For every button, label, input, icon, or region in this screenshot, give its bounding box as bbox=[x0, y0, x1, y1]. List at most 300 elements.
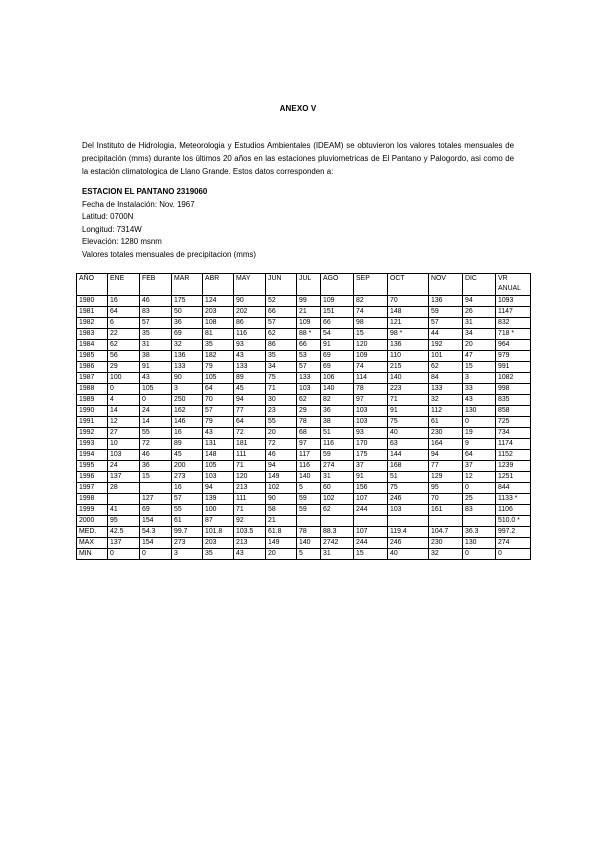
value-cell: 38 bbox=[321, 417, 354, 428]
value-cell: 154 bbox=[140, 516, 172, 527]
value-cell: 66 bbox=[297, 340, 321, 351]
value-cell: 6 bbox=[108, 318, 140, 329]
value-cell: 31 bbox=[463, 318, 496, 329]
row-label-cell: 1990 bbox=[77, 406, 108, 417]
value-cell: 181 bbox=[234, 439, 266, 450]
value-cell: 104.7 bbox=[429, 527, 463, 538]
value-cell: 31 bbox=[140, 340, 172, 351]
value-cell: 71 bbox=[388, 395, 429, 406]
value-cell: 15 bbox=[354, 549, 388, 560]
value-cell: 91 bbox=[388, 406, 429, 417]
value-cell: 97 bbox=[354, 395, 388, 406]
value-cell: 26 bbox=[463, 307, 496, 318]
row-label-cell: 1998 bbox=[77, 494, 108, 505]
value-cell: 146 bbox=[172, 417, 203, 428]
value-cell: 59 bbox=[321, 450, 354, 461]
table-row bbox=[77, 307, 531, 318]
value-cell: 230 bbox=[429, 538, 463, 549]
value-cell: 1082 bbox=[496, 373, 531, 384]
page-title: ANEXO V bbox=[279, 104, 317, 113]
value-cell: 61 bbox=[429, 417, 463, 428]
value-cell: 24 bbox=[108, 461, 140, 472]
value-cell: 164 bbox=[429, 439, 463, 450]
value-cell: 151 bbox=[321, 307, 354, 318]
value-cell: 964 bbox=[496, 340, 531, 351]
value-cell: 99.7 bbox=[172, 527, 203, 538]
value-cell: 106 bbox=[321, 373, 354, 384]
value-cell: 46 bbox=[140, 450, 172, 461]
value-cell: 273 bbox=[172, 538, 203, 549]
table-row bbox=[77, 329, 531, 340]
column-header: JUL bbox=[297, 274, 321, 296]
value-cell: 105 bbox=[140, 384, 172, 395]
value-cell: 133 bbox=[234, 362, 266, 373]
value-cell: 21 bbox=[266, 516, 297, 527]
value-cell: 101.8 bbox=[203, 527, 234, 538]
value-cell: 979 bbox=[496, 351, 531, 362]
value-cell: 41 bbox=[108, 505, 140, 516]
value-cell: 274 bbox=[496, 538, 531, 549]
table-row bbox=[77, 461, 531, 472]
value-cell: 62 bbox=[266, 329, 297, 340]
value-cell: 64 bbox=[203, 384, 234, 395]
value-cell: 148 bbox=[388, 307, 429, 318]
value-cell: 59 bbox=[297, 494, 321, 505]
value-cell: 32 bbox=[429, 395, 463, 406]
value-cell: 5 bbox=[297, 549, 321, 560]
value-cell: 36 bbox=[321, 406, 354, 417]
table-row bbox=[77, 527, 531, 538]
value-cell: 175 bbox=[172, 296, 203, 307]
value-cell: 140 bbox=[388, 373, 429, 384]
value-cell: 72 bbox=[140, 439, 172, 450]
value-cell: 71 bbox=[234, 461, 266, 472]
value-cell: 36.3 bbox=[463, 527, 496, 538]
value-cell: 101 bbox=[429, 351, 463, 362]
value-cell: 182 bbox=[203, 351, 234, 362]
value-cell: 82 bbox=[321, 395, 354, 406]
value-cell: 78 bbox=[297, 527, 321, 538]
value-cell: 223 bbox=[388, 384, 429, 395]
value-cell: 43 bbox=[203, 428, 234, 439]
value-cell: 62 bbox=[297, 395, 321, 406]
column-header: VR ANUAL bbox=[496, 274, 531, 296]
value-cell: 1133 * bbox=[496, 494, 531, 505]
value-cell: 1174 bbox=[496, 439, 531, 450]
value-cell: 47 bbox=[463, 351, 496, 362]
column-header: ABR bbox=[203, 274, 234, 296]
value-cell: 24 bbox=[140, 406, 172, 417]
value-cell: 1239 bbox=[496, 461, 531, 472]
value-cell: 203 bbox=[203, 538, 234, 549]
value-cell: 14 bbox=[108, 406, 140, 417]
column-header: AÑO bbox=[77, 274, 108, 296]
value-cell: 133 bbox=[429, 384, 463, 395]
value-cell: 43 bbox=[463, 395, 496, 406]
column-header: NOV bbox=[429, 274, 463, 296]
value-cell: 14 bbox=[140, 417, 172, 428]
value-cell: 45 bbox=[234, 384, 266, 395]
value-cell: 77 bbox=[429, 461, 463, 472]
value-cell: 83 bbox=[140, 307, 172, 318]
row-label-cell: MED. bbox=[77, 527, 108, 538]
row-label-cell: 1982 bbox=[77, 318, 108, 329]
value-cell: 55 bbox=[266, 417, 297, 428]
value-cell: 15 bbox=[463, 362, 496, 373]
value-cell: 54 bbox=[321, 329, 354, 340]
value-cell: 51 bbox=[321, 428, 354, 439]
value-cell: 44 bbox=[429, 329, 463, 340]
value-cell: 94 bbox=[266, 461, 297, 472]
value-cell: 0 bbox=[496, 549, 531, 560]
value-cell: 148 bbox=[203, 450, 234, 461]
value-cell: 108 bbox=[203, 318, 234, 329]
value-cell bbox=[354, 516, 388, 527]
value-cell: 120 bbox=[234, 472, 266, 483]
column-header: OCT bbox=[388, 274, 429, 296]
table-row bbox=[77, 483, 531, 494]
value-cell: 170 bbox=[354, 439, 388, 450]
value-cell: 136 bbox=[172, 351, 203, 362]
value-cell: 0 bbox=[463, 549, 496, 560]
column-header: MAY bbox=[234, 274, 266, 296]
value-cell: 105 bbox=[203, 373, 234, 384]
value-cell: 29 bbox=[297, 406, 321, 417]
value-cell: 94 bbox=[463, 296, 496, 307]
longitude: Longitud: 7314W bbox=[82, 224, 142, 234]
precipitation-table bbox=[76, 273, 531, 560]
value-cell: 45 bbox=[172, 450, 203, 461]
value-cell: 74 bbox=[354, 362, 388, 373]
value-cell: 734 bbox=[496, 428, 531, 439]
table-row bbox=[77, 428, 531, 439]
value-cell: 97 bbox=[297, 439, 321, 450]
value-cell: 832 bbox=[496, 318, 531, 329]
value-cell: 1106 bbox=[496, 505, 531, 516]
value-cell bbox=[140, 483, 172, 494]
value-cell: 25 bbox=[463, 494, 496, 505]
value-cell: 91 bbox=[140, 362, 172, 373]
value-cell: 61 bbox=[172, 516, 203, 527]
value-cell: 42.5 bbox=[108, 527, 140, 538]
intro-paragraph: Del Instituto de Hidrologia, Meteorologia y Estudios Ambientales (IDEAM) se obtuvieron los valores totales mensuales de precipitación (mms) durante los últimos 20 años en las estaciones pluviometricas de El Pantano y Palogordo, asi como de la estación climatologica de Llano Grande. Estos datos corresponden a: bbox=[82, 141, 514, 176]
value-cell: 154 bbox=[140, 538, 172, 549]
value-cell: 192 bbox=[429, 340, 463, 351]
value-cell: 98 bbox=[354, 318, 388, 329]
row-label-cell: 1997 bbox=[77, 483, 108, 494]
value-cell: 28 bbox=[108, 483, 140, 494]
value-cell: 718 * bbox=[496, 329, 531, 340]
value-cell: 103 bbox=[203, 472, 234, 483]
value-cell: 136 bbox=[388, 340, 429, 351]
column-header: JUN bbox=[266, 274, 297, 296]
value-cell bbox=[297, 516, 321, 527]
value-cell: 114 bbox=[354, 373, 388, 384]
value-cell: 63 bbox=[388, 439, 429, 450]
value-cell: 60 bbox=[321, 483, 354, 494]
value-cell: 62 bbox=[108, 340, 140, 351]
value-cell: 1147 bbox=[496, 307, 531, 318]
value-cell: 246 bbox=[388, 538, 429, 549]
value-cell: 72 bbox=[234, 428, 266, 439]
value-cell: 110 bbox=[388, 351, 429, 362]
station-info bbox=[82, 186, 256, 262]
value-cell: 22 bbox=[108, 329, 140, 340]
value-cell: 215 bbox=[388, 362, 429, 373]
value-cell: 10 bbox=[108, 439, 140, 450]
value-cell: 94 bbox=[234, 395, 266, 406]
value-cell: 139 bbox=[203, 494, 234, 505]
value-cell: 168 bbox=[388, 461, 429, 472]
value-cell: 103 bbox=[388, 505, 429, 516]
value-cell: 31 bbox=[321, 472, 354, 483]
value-cell: 46 bbox=[140, 296, 172, 307]
value-cell: 75 bbox=[388, 417, 429, 428]
value-cell: 86 bbox=[234, 318, 266, 329]
value-cell: 32 bbox=[172, 340, 203, 351]
value-cell: 130 bbox=[463, 538, 496, 549]
table-row bbox=[77, 494, 531, 505]
value-cell: 121 bbox=[388, 318, 429, 329]
elevation: Elevación: 1280 msnm bbox=[82, 237, 162, 247]
value-cell: 70 bbox=[388, 296, 429, 307]
value-cell: 55 bbox=[172, 505, 203, 516]
value-cell: 835 bbox=[496, 395, 531, 406]
value-cell: 12 bbox=[463, 472, 496, 483]
value-cell: 1251 bbox=[496, 472, 531, 483]
value-cell: 111 bbox=[234, 494, 266, 505]
value-cell: 57 bbox=[266, 318, 297, 329]
value-cell: 144 bbox=[388, 450, 429, 461]
row-label-cell: 1996 bbox=[77, 472, 108, 483]
value-cell: 4 bbox=[108, 395, 140, 406]
value-cell: 36 bbox=[172, 318, 203, 329]
value-cell: 103 bbox=[108, 450, 140, 461]
value-cell bbox=[388, 516, 429, 527]
value-cell: 0 bbox=[463, 483, 496, 494]
value-cell: 102 bbox=[266, 483, 297, 494]
value-cell: 3 bbox=[172, 384, 203, 395]
value-cell: 510.0 * bbox=[496, 516, 531, 527]
table-row bbox=[77, 395, 531, 406]
value-cell: 93 bbox=[234, 340, 266, 351]
value-cell: 109 bbox=[321, 296, 354, 307]
table-row bbox=[77, 362, 531, 373]
value-cell: 90 bbox=[234, 296, 266, 307]
value-cell: 250 bbox=[172, 395, 203, 406]
row-label-cell: 1985 bbox=[77, 351, 108, 362]
value-cell: 68 bbox=[297, 428, 321, 439]
value-cell: 103.5 bbox=[234, 527, 266, 538]
value-cell: 0 bbox=[108, 384, 140, 395]
value-cell: 246 bbox=[388, 494, 429, 505]
value-cell: 202 bbox=[234, 307, 266, 318]
value-cell: 34 bbox=[463, 329, 496, 340]
value-cell: 127 bbox=[140, 494, 172, 505]
value-cell: 175 bbox=[354, 450, 388, 461]
table-row bbox=[77, 351, 531, 362]
value-cell: 62 bbox=[429, 362, 463, 373]
value-cell: 244 bbox=[354, 538, 388, 549]
value-cell: 103 bbox=[354, 417, 388, 428]
value-cell: 27 bbox=[108, 428, 140, 439]
value-cell: 112 bbox=[429, 406, 463, 417]
value-cell: 16 bbox=[172, 483, 203, 494]
value-cell: 77 bbox=[234, 406, 266, 417]
value-cell: 78 bbox=[354, 384, 388, 395]
value-cell: 79 bbox=[203, 362, 234, 373]
value-cell: 38 bbox=[140, 351, 172, 362]
value-cell bbox=[108, 494, 140, 505]
value-cell: 71 bbox=[234, 505, 266, 516]
station-title: ESTACION EL PANTANO 2319060 bbox=[82, 187, 208, 196]
value-cell: 120 bbox=[354, 340, 388, 351]
value-cell: 74 bbox=[354, 307, 388, 318]
table-row bbox=[77, 373, 531, 384]
value-cell: 59 bbox=[429, 307, 463, 318]
row-label-cell: MAX bbox=[77, 538, 108, 549]
value-cell: 20 bbox=[463, 340, 496, 351]
value-cell: 997.2 bbox=[496, 527, 531, 538]
value-cell: 75 bbox=[388, 483, 429, 494]
value-cell: 844 bbox=[496, 483, 531, 494]
value-cell: 69 bbox=[321, 362, 354, 373]
value-cell: 36 bbox=[140, 461, 172, 472]
value-cell: 274 bbox=[321, 461, 354, 472]
row-label-cell: 2000 bbox=[77, 516, 108, 527]
value-cell: 40 bbox=[388, 428, 429, 439]
value-cell: 32 bbox=[429, 549, 463, 560]
value-cell: 105 bbox=[203, 461, 234, 472]
value-cell: 64 bbox=[463, 450, 496, 461]
column-header: DIC bbox=[463, 274, 496, 296]
value-cell: 2742 bbox=[321, 538, 354, 549]
value-cell: 71 bbox=[266, 384, 297, 395]
value-cell: 124 bbox=[203, 296, 234, 307]
value-cell: 35 bbox=[203, 549, 234, 560]
value-cell: 81 bbox=[203, 329, 234, 340]
value-cell: 137 bbox=[108, 538, 140, 549]
table-row bbox=[77, 549, 531, 560]
value-cell: 40 bbox=[388, 549, 429, 560]
value-cell: 107 bbox=[354, 494, 388, 505]
row-label-cell: 1999 bbox=[77, 505, 108, 516]
value-cell: 61.8 bbox=[266, 527, 297, 538]
value-cell: 78 bbox=[297, 417, 321, 428]
value-cell: 15 bbox=[354, 329, 388, 340]
value-cell: 244 bbox=[354, 505, 388, 516]
column-header: AGO bbox=[321, 274, 354, 296]
value-cell: 200 bbox=[172, 461, 203, 472]
table-row bbox=[77, 406, 531, 417]
table-row bbox=[77, 505, 531, 516]
value-cell: 100 bbox=[108, 373, 140, 384]
value-cell: 57 bbox=[140, 318, 172, 329]
value-cell: 62 bbox=[321, 505, 354, 516]
value-cell: 95 bbox=[429, 483, 463, 494]
value-cell: 161 bbox=[429, 505, 463, 516]
value-cell: 30 bbox=[266, 395, 297, 406]
value-cell: 116 bbox=[297, 461, 321, 472]
value-cell: 84 bbox=[429, 373, 463, 384]
column-header: MAR bbox=[172, 274, 203, 296]
value-cell: 69 bbox=[172, 329, 203, 340]
column-header: ENE bbox=[108, 274, 140, 296]
value-cell: 43 bbox=[140, 373, 172, 384]
value-cell: 34 bbox=[266, 362, 297, 373]
row-label-cell: 1994 bbox=[77, 450, 108, 461]
value-cell: 87 bbox=[203, 516, 234, 527]
row-label-cell: 1984 bbox=[77, 340, 108, 351]
value-cell: 20 bbox=[266, 549, 297, 560]
value-cell: 1093 bbox=[496, 296, 531, 307]
value-cell: 52 bbox=[266, 296, 297, 307]
value-cell: 75 bbox=[266, 373, 297, 384]
value-cell: 136 bbox=[429, 296, 463, 307]
value-cell: 130 bbox=[463, 406, 496, 417]
value-cell: 149 bbox=[266, 472, 297, 483]
value-cell: 140 bbox=[297, 538, 321, 549]
value-cell: 0 bbox=[140, 549, 172, 560]
value-cell: 57 bbox=[297, 362, 321, 373]
values-label: Valores totales mensuales de precipitacion (mms) bbox=[82, 249, 256, 259]
value-cell: 64 bbox=[108, 307, 140, 318]
value-cell: 998 bbox=[496, 384, 531, 395]
row-label-cell: 1983 bbox=[77, 329, 108, 340]
value-cell: 64 bbox=[234, 417, 266, 428]
table-row bbox=[77, 340, 531, 351]
value-cell: 119.4 bbox=[388, 527, 429, 538]
table-row bbox=[77, 417, 531, 428]
value-cell: 57 bbox=[429, 318, 463, 329]
value-cell: 99 bbox=[297, 296, 321, 307]
value-cell: 129 bbox=[429, 472, 463, 483]
value-cell: 100 bbox=[203, 505, 234, 516]
row-label-cell: 1981 bbox=[77, 307, 108, 318]
value-cell: 31 bbox=[321, 549, 354, 560]
value-cell: 94 bbox=[429, 450, 463, 461]
value-cell: 98 * bbox=[388, 329, 429, 340]
table-row bbox=[77, 318, 531, 329]
value-cell: 69 bbox=[321, 351, 354, 362]
value-cell: 111 bbox=[234, 450, 266, 461]
value-cell: 88 * bbox=[297, 329, 321, 340]
value-cell: 29 bbox=[108, 362, 140, 373]
value-cell: 43 bbox=[234, 351, 266, 362]
value-cell: 0 bbox=[108, 549, 140, 560]
value-cell bbox=[321, 516, 354, 527]
value-cell: 51 bbox=[388, 472, 429, 483]
table-row bbox=[77, 516, 531, 527]
value-cell: 213 bbox=[234, 483, 266, 494]
value-cell: 50 bbox=[172, 307, 203, 318]
value-cell: 116 bbox=[321, 439, 354, 450]
value-cell: 20 bbox=[266, 428, 297, 439]
value-cell: 33 bbox=[463, 384, 496, 395]
table-row bbox=[77, 296, 531, 307]
table-body bbox=[77, 296, 531, 560]
value-cell: 90 bbox=[172, 373, 203, 384]
value-cell: 70 bbox=[429, 494, 463, 505]
row-label-cell: 1989 bbox=[77, 395, 108, 406]
value-cell: 0 bbox=[463, 417, 496, 428]
value-cell: 69 bbox=[140, 505, 172, 516]
row-label-cell: 1986 bbox=[77, 362, 108, 373]
value-cell bbox=[429, 516, 463, 527]
value-cell: 3 bbox=[172, 549, 203, 560]
value-cell: 83 bbox=[463, 505, 496, 516]
value-cell: 133 bbox=[172, 362, 203, 373]
